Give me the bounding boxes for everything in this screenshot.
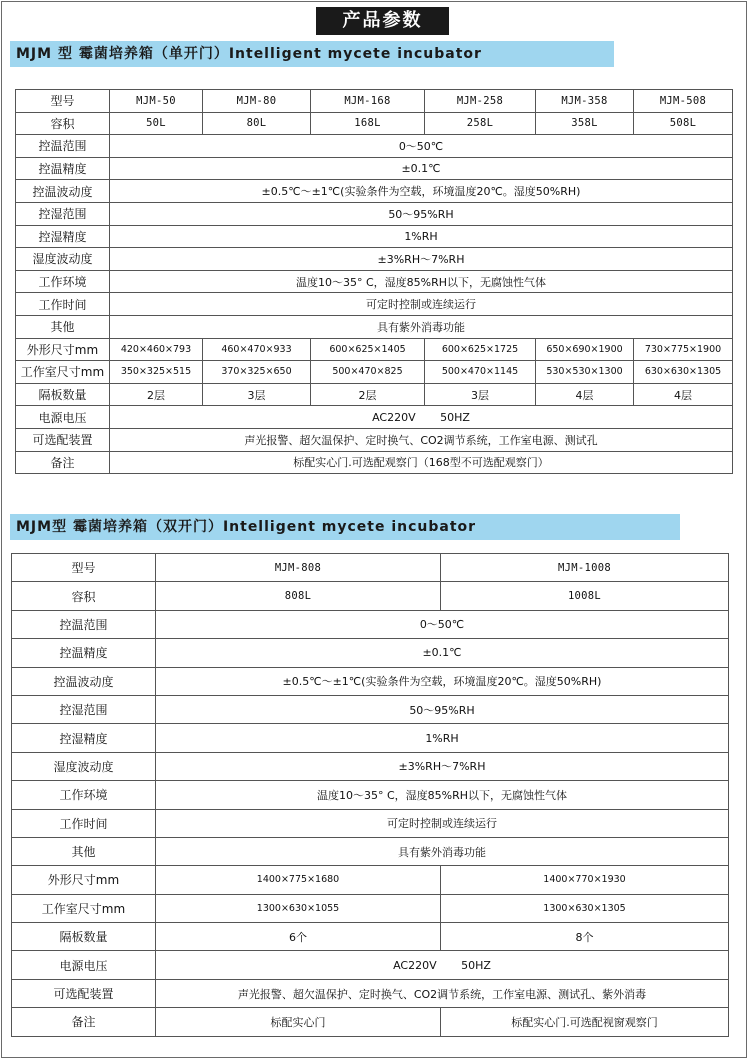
row-label: 控温范围	[12, 610, 156, 638]
chamber-size-value: 500×470×825	[311, 361, 425, 384]
table-row	[16, 135, 733, 158]
environment-value: 温度10～35° C，湿度85%RH以下，无腐蚀性气体	[110, 270, 733, 293]
temp-precision-value: ±0.1℃	[110, 157, 733, 180]
environment-value: 温度10～35° C，湿度85%RH以下，无腐蚀性气体	[156, 781, 729, 809]
power-value: AC220V 50HZ	[156, 951, 729, 979]
table-row	[16, 383, 733, 406]
table-row	[12, 951, 729, 979]
chamber-size-value: 1300×630×1055	[156, 894, 441, 922]
table-row	[12, 1008, 729, 1036]
volume-value: 808L	[156, 582, 441, 610]
chamber-size-value: 530×530×1300	[536, 361, 634, 384]
shelf-count-value: 3层	[425, 383, 536, 406]
row-label: 其他	[16, 315, 110, 338]
row-label: 控温波动度	[16, 180, 110, 203]
table-row	[16, 248, 733, 271]
humidity-range-value: 50～95%RH	[110, 202, 733, 225]
options-value: 声光报警、超欠温保护、定时换气、CO2调节系统，工作室电源、测试孔、紫外消毒	[156, 979, 729, 1007]
table-row	[16, 202, 733, 225]
table-row	[16, 90, 733, 113]
model-name: MJM-80	[203, 90, 311, 113]
shelf-count-value: 6个	[156, 923, 441, 951]
volume-value: 258L	[425, 112, 536, 135]
table-row	[12, 554, 729, 582]
row-label: 容积	[12, 582, 156, 610]
volume-value: 80L	[203, 112, 311, 135]
table-row	[16, 112, 733, 135]
row-label: 湿度波动度	[16, 248, 110, 271]
row-label: 控湿范围	[16, 202, 110, 225]
row-label: 型号	[16, 90, 110, 113]
spec-table-single-door	[15, 89, 733, 474]
chamber-size-value: 630×630×1305	[634, 361, 733, 384]
row-label: 容积	[16, 112, 110, 135]
table-row	[16, 338, 733, 361]
table-row	[16, 270, 733, 293]
table-row	[12, 979, 729, 1007]
temp-range-value: 0～50℃	[110, 135, 733, 158]
row-label: 控温精度	[16, 157, 110, 180]
row-label: 电源电压	[12, 951, 156, 979]
row-label: 备注	[16, 451, 110, 474]
table-row	[12, 923, 729, 951]
other-value: 具有紫外消毒功能	[156, 837, 729, 865]
row-label: 湿度波动度	[12, 752, 156, 780]
row-label: 工作时间	[12, 809, 156, 837]
table-row	[16, 315, 733, 338]
row-label: 外形尺寸mm	[16, 338, 110, 361]
row-label: 可选配装置	[16, 428, 110, 451]
row-label: 工作环境	[12, 781, 156, 809]
temp-precision-value: ±0.1℃	[156, 639, 729, 667]
row-label: 控温波动度	[12, 667, 156, 695]
table-row	[16, 451, 733, 474]
row-label: 型号	[12, 554, 156, 582]
chamber-size-value: 500×470×1145	[425, 361, 536, 384]
temp-fluctuation-value: ±0.5℃～±1℃(实验条件为空载，环境温度20℃。湿度50%RH)	[110, 180, 733, 203]
row-label: 工作室尺寸mm	[12, 894, 156, 922]
row-label: 隔板数量	[12, 923, 156, 951]
model-name: MJM-1008	[441, 554, 729, 582]
outer-size-value: 730×775×1900	[634, 338, 733, 361]
chamber-size-value: 350×325×515	[110, 361, 203, 384]
outer-size-value: 600×625×1725	[425, 338, 536, 361]
model-name: MJM-50	[110, 90, 203, 113]
outer-size-value: 600×625×1405	[311, 338, 425, 361]
work-time-value: 可定时控制或连续运行	[156, 809, 729, 837]
outer-size-value: 420×460×793	[110, 338, 203, 361]
notes-value: 标配实心门.可选配视窗观察门	[441, 1008, 729, 1036]
table-row	[16, 157, 733, 180]
row-label: 隔板数量	[16, 383, 110, 406]
row-label: 控温范围	[16, 135, 110, 158]
section-heading-double-door: MJM型 霉菌培养箱（双开门）Intelligent mycete incubator	[10, 514, 680, 540]
table-row	[12, 667, 729, 695]
outer-size-value: 1400×775×1680	[156, 866, 441, 894]
options-value: 声光报警、超欠温保护、定时换气、CO2调节系统，工作室电源、测试孔	[110, 428, 733, 451]
work-time-value: 可定时控制或连续运行	[110, 293, 733, 316]
table-row	[16, 428, 733, 451]
spec-table-double-door	[11, 553, 729, 1037]
model-name: MJM-358	[536, 90, 634, 113]
table-row	[16, 406, 733, 429]
row-label: 工作时间	[16, 293, 110, 316]
model-name: MJM-508	[634, 90, 733, 113]
row-label: 控湿范围	[12, 695, 156, 723]
chamber-size-value: 1300×630×1305	[441, 894, 729, 922]
table-row	[12, 781, 729, 809]
table-row	[16, 361, 733, 384]
temp-range-value: 0～50℃	[156, 610, 729, 638]
model-name: MJM-808	[156, 554, 441, 582]
shelf-count-value: 8个	[441, 923, 729, 951]
table-row	[12, 752, 729, 780]
row-label: 控湿精度	[16, 225, 110, 248]
row-label: 工作环境	[16, 270, 110, 293]
shelf-count-value: 3层	[203, 383, 311, 406]
power-value: AC220V 50HZ	[110, 406, 733, 429]
humidity-precision-value: 1%RH	[156, 724, 729, 752]
row-label: 其他	[12, 837, 156, 865]
table-row	[12, 809, 729, 837]
other-value: 具有紫外消毒功能	[110, 315, 733, 338]
row-label: 控湿精度	[12, 724, 156, 752]
model-name: MJM-168	[311, 90, 425, 113]
notes-value: 标配实心门.可选配观察门（168型不可选配观察门）	[110, 451, 733, 474]
table-row	[12, 582, 729, 610]
row-label: 备注	[12, 1008, 156, 1036]
table-row	[12, 837, 729, 865]
table-row	[12, 866, 729, 894]
shelf-count-value: 4层	[536, 383, 634, 406]
volume-value: 358L	[536, 112, 634, 135]
shelf-count-value: 2层	[311, 383, 425, 406]
row-label: 外形尺寸mm	[12, 866, 156, 894]
model-name: MJM-258	[425, 90, 536, 113]
table-row	[12, 695, 729, 723]
row-label: 控温精度	[12, 639, 156, 667]
table-row	[12, 610, 729, 638]
volume-value: 508L	[634, 112, 733, 135]
table-row	[12, 894, 729, 922]
volume-value: 168L	[311, 112, 425, 135]
section-heading-single-door: MJM 型 霉菌培养箱（单开门）Intelligent mycete incubator	[10, 41, 614, 67]
shelf-count-value: 4层	[634, 383, 733, 406]
shelf-count-value: 2层	[110, 383, 203, 406]
table-row	[12, 724, 729, 752]
humidity-fluctuation-value: ±3%RH～7%RH	[156, 752, 729, 780]
humidity-precision-value: 1%RH	[110, 225, 733, 248]
row-label: 电源电压	[16, 406, 110, 429]
table-row	[16, 225, 733, 248]
temp-fluctuation-value: ±0.5℃～±1℃(实验条件为空载，环境温度20℃。湿度50%RH)	[156, 667, 729, 695]
outer-size-value: 460×470×933	[203, 338, 311, 361]
table-row	[16, 180, 733, 203]
table-row	[12, 639, 729, 667]
volume-value: 50L	[110, 112, 203, 135]
row-label: 可选配装置	[12, 979, 156, 1007]
page-title: 产品参数	[316, 7, 449, 35]
chamber-size-value: 370×325×650	[203, 361, 311, 384]
outer-size-value: 650×690×1900	[536, 338, 634, 361]
notes-value: 标配实心门	[156, 1008, 441, 1036]
volume-value: 1008L	[441, 582, 729, 610]
table-row	[16, 293, 733, 316]
outer-size-value: 1400×770×1930	[441, 866, 729, 894]
row-label: 工作室尺寸mm	[16, 361, 110, 384]
humidity-fluctuation-value: ±3%RH～7%RH	[110, 248, 733, 271]
humidity-range-value: 50～95%RH	[156, 695, 729, 723]
